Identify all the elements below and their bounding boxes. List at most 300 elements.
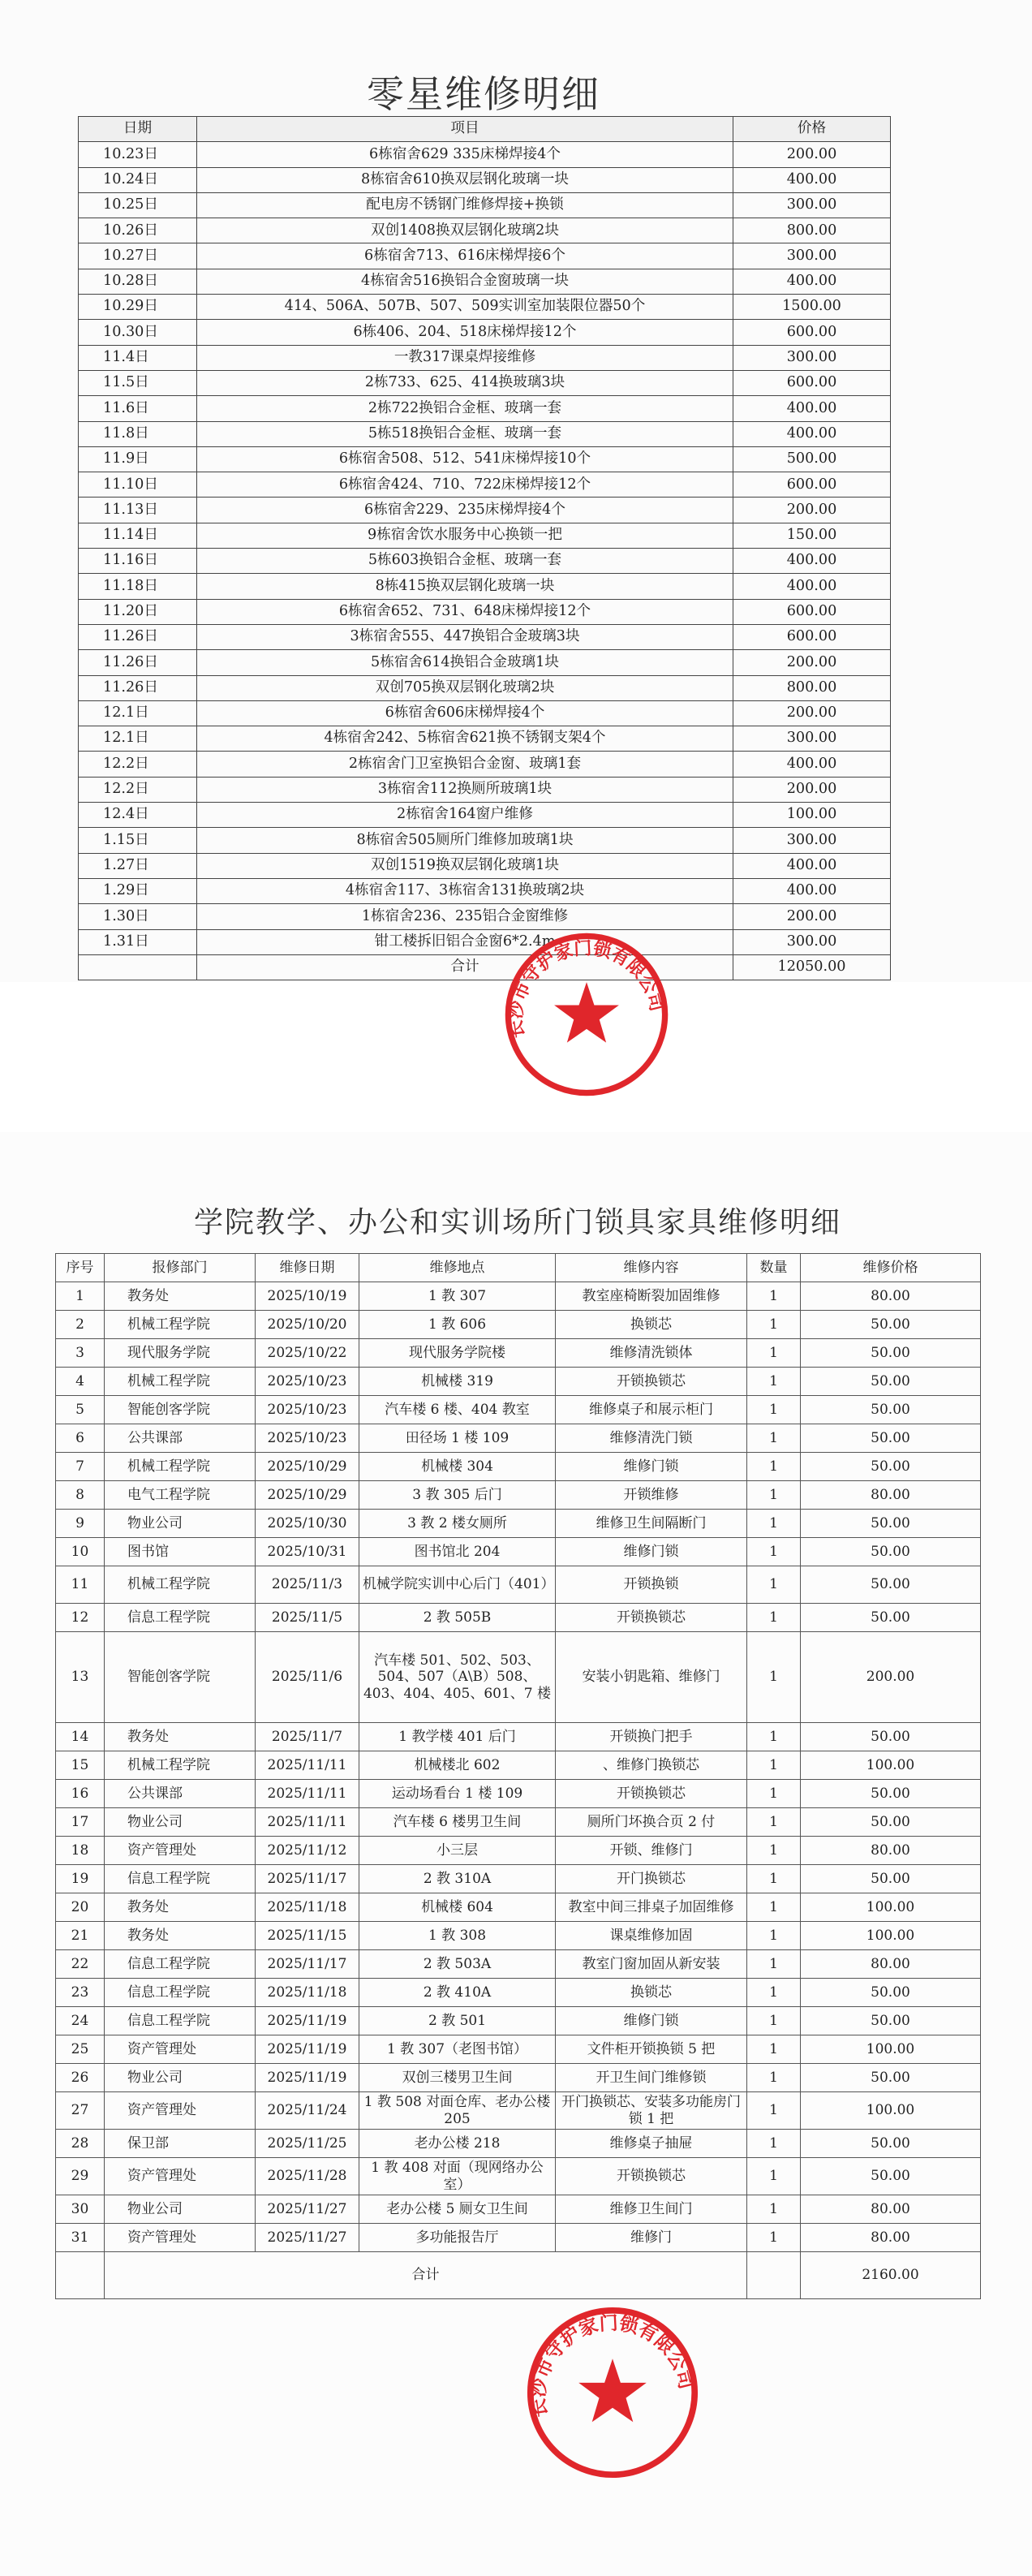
row-price: 50.00 [801, 2007, 981, 2035]
row-date: 12.1日 [79, 726, 197, 752]
row-qty: 1 [747, 1723, 801, 1751]
row-location: 机械楼 319 [359, 1368, 556, 1396]
row-qty: 1 [747, 1922, 801, 1950]
row-content: 开门换锁芯 [556, 1865, 747, 1893]
row-price: 300.00 [733, 929, 891, 954]
row-date: 2025/11/7 [256, 1723, 359, 1751]
sheet1-total-row [79, 954, 891, 980]
row-no: 4 [56, 1368, 105, 1396]
total-spacer [747, 2252, 801, 2299]
total-spacer [79, 954, 197, 980]
row-dept: 公共课部 [105, 1424, 256, 1453]
row-item: 4栋宿舍117、3栋宿舍131换玻璃2块 [197, 878, 733, 903]
row-price: 50.00 [801, 1566, 981, 1604]
row-date: 2025/11/17 [256, 1865, 359, 1893]
row-date: 2025/11/17 [256, 1950, 359, 1979]
header-item: 项目 [197, 117, 733, 142]
row-location: 1 教 408 对面（现网络办公室） [359, 2158, 556, 2195]
row-content: 维修门锁 [556, 2007, 747, 2035]
svg-text:长沙市守护家门锁有限公司: 长沙市守护家门锁有限公司 [527, 2312, 697, 2419]
sheet2-table-body [56, 1282, 981, 2252]
row-location: 1 教 308 [359, 1922, 556, 1950]
row-dept: 资产管理处 [105, 2092, 256, 2130]
row-item: 4栋宿舍516换铝合金窗玻璃一块 [197, 269, 733, 294]
table-row [79, 853, 891, 878]
table-row [56, 1282, 981, 1311]
row-dept: 现代服务学院 [105, 1339, 256, 1368]
row-content: 维修门锁 [556, 1538, 747, 1566]
row-dept: 电气工程学院 [105, 1481, 256, 1510]
row-qty: 1 [747, 1837, 801, 1865]
table-row [56, 1780, 981, 1808]
row-dept: 教务处 [105, 1723, 256, 1751]
header-date: 日期 [79, 117, 197, 142]
row-date: 11.4日 [79, 345, 197, 370]
row-location: 现代服务学院楼 [359, 1339, 556, 1368]
row-date: 11.18日 [79, 574, 197, 599]
row-content: 课桌维修加固 [556, 1922, 747, 1950]
row-price: 150.00 [733, 523, 891, 548]
row-content: 维修清洗锁体 [556, 1339, 747, 1368]
row-price: 400.00 [733, 853, 891, 878]
row-price: 200.00 [733, 700, 891, 726]
row-date: 12.4日 [79, 803, 197, 828]
table-row [56, 1311, 981, 1339]
total-label: 合计 [197, 954, 733, 980]
table-row [56, 2035, 981, 2064]
row-price: 50.00 [801, 1453, 981, 1481]
header-no: 序号 [56, 1254, 105, 1282]
row-dept: 机械工程学院 [105, 1311, 256, 1339]
row-item: 414、506A、507B、507、509实训室加装限位器50个 [197, 295, 733, 320]
row-price: 300.00 [733, 243, 891, 269]
table-row [79, 904, 891, 929]
row-date: 12.2日 [79, 777, 197, 802]
row-dept: 资产管理处 [105, 2158, 256, 2195]
row-dept: 图书馆 [105, 1538, 256, 1566]
row-qty: 1 [747, 2035, 801, 2064]
row-no: 12 [56, 1604, 105, 1632]
row-date: 11.16日 [79, 549, 197, 574]
row-content: 维修卫生间隔断门 [556, 1510, 747, 1538]
row-price: 50.00 [801, 1979, 981, 2007]
row-dept: 信息工程学院 [105, 1865, 256, 1893]
row-qty: 1 [747, 1396, 801, 1424]
row-date: 2025/11/3 [256, 1566, 359, 1604]
row-no: 27 [56, 2092, 105, 2130]
row-date: 11.26日 [79, 650, 197, 675]
row-price: 80.00 [801, 2195, 981, 2224]
table-row [56, 1632, 981, 1723]
table-row [79, 803, 891, 828]
sheet2-table [55, 1253, 981, 2299]
row-date: 2025/10/19 [256, 1282, 359, 1311]
row-content: 开锁换锁 [556, 1566, 747, 1604]
row-location: 2 教 501 [359, 2007, 556, 2035]
row-dept: 智能创客学院 [105, 1396, 256, 1424]
row-item: 双创1408换双层钢化玻璃2块 [197, 218, 733, 243]
row-no: 11 [56, 1566, 105, 1604]
row-price: 80.00 [801, 1950, 981, 1979]
company-seal [501, 929, 672, 1100]
row-date: 10.25日 [79, 192, 197, 218]
table-row [79, 472, 891, 498]
table-row [79, 650, 891, 675]
row-date: 2025/11/11 [256, 1808, 359, 1837]
row-date: 2025/11/28 [256, 2158, 359, 2195]
row-price: 100.00 [733, 803, 891, 828]
row-content: 开锁换锁芯 [556, 1368, 747, 1396]
total-value: 12050.00 [733, 954, 891, 980]
row-content: 换锁芯 [556, 1979, 747, 2007]
header-price: 维修价格 [801, 1254, 981, 1282]
row-item: 5栋603换铝合金框、玻璃一套 [197, 549, 733, 574]
row-price: 600.00 [733, 599, 891, 624]
row-location: 图书馆北 204 [359, 1538, 556, 1566]
table-row [79, 218, 891, 243]
table-row [79, 828, 891, 853]
row-price: 50.00 [801, 1424, 981, 1453]
row-location: 1 教学楼 401 后门 [359, 1723, 556, 1751]
row-price: 50.00 [801, 1396, 981, 1424]
row-date: 1.29日 [79, 878, 197, 903]
row-price: 800.00 [733, 218, 891, 243]
row-dept: 机械工程学院 [105, 1368, 256, 1396]
row-price: 50.00 [801, 1538, 981, 1566]
row-qty: 1 [747, 1780, 801, 1808]
table-row [79, 269, 891, 294]
row-dept: 物业公司 [105, 1510, 256, 1538]
row-date: 10.24日 [79, 167, 197, 192]
row-price: 400.00 [733, 574, 891, 599]
sheet1-header-row [79, 117, 891, 142]
table-row [56, 2007, 981, 2035]
header-date: 维修日期 [256, 1254, 359, 1282]
row-location: 1 教 307 [359, 1282, 556, 1311]
table-row [79, 345, 891, 370]
row-qty: 1 [747, 1632, 801, 1723]
row-date: 10.28日 [79, 269, 197, 294]
row-date: 12.1日 [79, 700, 197, 726]
row-content: 维修清洗门锁 [556, 1424, 747, 1453]
table-row [79, 320, 891, 345]
row-content: 维修门 [556, 2224, 747, 2252]
row-item: 9栋宿舍饮水服务中心换锁一把 [197, 523, 733, 548]
row-dept: 保卫部 [105, 2130, 256, 2158]
row-dept: 机械工程学院 [105, 1566, 256, 1604]
sheet2-header-row [56, 1254, 981, 1282]
table-row [79, 243, 891, 269]
row-date: 2025/11/27 [256, 2195, 359, 2224]
row-date: 2025/11/5 [256, 1604, 359, 1632]
row-price: 50.00 [801, 1339, 981, 1368]
row-qty: 1 [747, 1339, 801, 1368]
row-price: 400.00 [733, 396, 891, 421]
row-location: 机械学院实训中心后门（401） [359, 1566, 556, 1604]
row-dept: 资产管理处 [105, 2035, 256, 2064]
row-price: 400.00 [733, 421, 891, 446]
row-no: 2 [56, 1311, 105, 1339]
row-date: 2025/11/18 [256, 1979, 359, 2007]
row-qty: 1 [747, 2158, 801, 2195]
row-content: 文件柜开锁换锁 5 把 [556, 2035, 747, 2064]
row-qty: 1 [747, 1604, 801, 1632]
total-value: 2160.00 [801, 2252, 981, 2299]
row-content: 开锁换门把手 [556, 1723, 747, 1751]
table-row [56, 1510, 981, 1538]
row-date: 1.15日 [79, 828, 197, 853]
row-no: 22 [56, 1950, 105, 1979]
row-item: 5栋宿舍614换铝合金玻璃1块 [197, 650, 733, 675]
table-row [79, 574, 891, 599]
row-price: 200.00 [733, 650, 891, 675]
row-no: 6 [56, 1424, 105, 1453]
row-item: 6栋宿舍508、512、541床梯焊接10个 [197, 446, 733, 472]
row-price: 200.00 [733, 904, 891, 929]
row-location: 2 教 503A [359, 1950, 556, 1979]
row-dept: 信息工程学院 [105, 1979, 256, 2007]
row-date: 11.20日 [79, 599, 197, 624]
row-dept: 智能创客学院 [105, 1632, 256, 1723]
table-row [79, 624, 891, 649]
row-item: 双创705换双层钢化玻璃2块 [197, 675, 733, 700]
row-dept: 教务处 [105, 1922, 256, 1950]
row-qty: 1 [747, 1979, 801, 2007]
row-item: 双创1519换双层钢化玻璃1块 [197, 853, 733, 878]
row-content: 维修卫生间门 [556, 2195, 747, 2224]
row-price: 200.00 [733, 142, 891, 167]
row-price: 50.00 [801, 2064, 981, 2092]
row-date: 10.23日 [79, 142, 197, 167]
row-item: 2栋722换铝合金框、玻璃一套 [197, 396, 733, 421]
row-item: 6栋406、204、518床梯焊接12个 [197, 320, 733, 345]
row-date: 2025/11/11 [256, 1751, 359, 1780]
row-date: 2025/11/12 [256, 1837, 359, 1865]
row-qty: 1 [747, 2224, 801, 2252]
row-content: 教室座椅断裂加固维修 [556, 1282, 747, 1311]
table-row [56, 1979, 981, 2007]
row-qty: 1 [747, 2130, 801, 2158]
row-no: 26 [56, 2064, 105, 2092]
row-date: 11.9日 [79, 446, 197, 472]
row-location: 2 教 505B [359, 1604, 556, 1632]
table-row [79, 549, 891, 574]
row-qty: 1 [747, 1282, 801, 1311]
row-date: 11.10日 [79, 472, 197, 498]
row-date: 11.26日 [79, 624, 197, 649]
row-no: 5 [56, 1396, 105, 1424]
row-date: 11.13日 [79, 498, 197, 523]
row-qty: 1 [747, 1453, 801, 1481]
row-price: 300.00 [733, 726, 891, 752]
table-row [79, 675, 891, 700]
table-row [56, 2064, 981, 2092]
table-row [56, 1566, 981, 1604]
row-location: 机械楼北 602 [359, 1751, 556, 1780]
row-dept: 教务处 [105, 1893, 256, 1922]
table-row [56, 1837, 981, 1865]
row-dept: 教务处 [105, 1282, 256, 1311]
row-content: 维修门锁 [556, 1453, 747, 1481]
row-date: 2025/11/25 [256, 2130, 359, 2158]
row-location: 2 教 410A [359, 1979, 556, 2007]
row-no: 9 [56, 1510, 105, 1538]
sheet2-total-row [56, 2252, 981, 2299]
table-row [56, 2130, 981, 2158]
row-price: 800.00 [733, 675, 891, 700]
row-location: 小三层 [359, 1837, 556, 1865]
row-price: 100.00 [801, 2092, 981, 2130]
row-dept: 信息工程学院 [105, 1604, 256, 1632]
sheet2-title: 学院教学、办公和实训场所门锁具家具维修明细 [193, 1206, 841, 1239]
row-item: 2栋733、625、414换玻璃3块 [197, 370, 733, 395]
row-date: 2025/11/27 [256, 2224, 359, 2252]
row-date: 11.14日 [79, 523, 197, 548]
row-no: 29 [56, 2158, 105, 2195]
row-no: 14 [56, 1723, 105, 1751]
row-dept: 物业公司 [105, 2064, 256, 2092]
row-price: 300.00 [733, 345, 891, 370]
sheet1-table [78, 116, 891, 980]
table-row [56, 2092, 981, 2130]
row-dept: 公共课部 [105, 1780, 256, 1808]
row-dept: 资产管理处 [105, 2224, 256, 2252]
row-no: 30 [56, 2195, 105, 2224]
row-location: 3 教 305 后门 [359, 1481, 556, 1510]
row-price: 100.00 [801, 1893, 981, 1922]
row-item: 8栋宿舍610换双层钢化玻璃一块 [197, 167, 733, 192]
row-item: 6栋宿舍606床梯焊接4个 [197, 700, 733, 726]
row-no: 7 [56, 1453, 105, 1481]
row-location: 汽车楼 501、502、503、504、507（A\B）508、403、404、405、601、7 楼 [359, 1632, 556, 1723]
row-date: 2025/11/6 [256, 1632, 359, 1723]
table-row [56, 1893, 981, 1922]
row-no: 28 [56, 2130, 105, 2158]
table-row [56, 1424, 981, 1453]
row-price: 80.00 [801, 2224, 981, 2252]
header-content: 维修内容 [556, 1254, 747, 1282]
table-row [79, 752, 891, 777]
header-location: 维修地点 [359, 1254, 556, 1282]
table-row [56, 1453, 981, 1481]
row-date: 2025/11/18 [256, 1893, 359, 1922]
sheet1-table-body [79, 142, 891, 955]
row-item: 3栋宿舍555、447换铝合金玻璃3块 [197, 624, 733, 649]
row-no: 18 [56, 1837, 105, 1865]
row-content: 开卫生间门维修锁 [556, 2064, 747, 2092]
row-date: 2025/10/29 [256, 1453, 359, 1481]
row-location: 运动场看台 1 楼 109 [359, 1780, 556, 1808]
row-price: 400.00 [733, 878, 891, 903]
row-content: 维修桌子抽屉 [556, 2130, 747, 2158]
row-item: 钳工楼拆旧铝合金窗6*2.4m [197, 929, 733, 954]
row-qty: 1 [747, 1808, 801, 1837]
row-date: 2025/10/20 [256, 1311, 359, 1339]
row-date: 10.30日 [79, 320, 197, 345]
row-dept: 信息工程学院 [105, 2007, 256, 2035]
row-price: 100.00 [801, 1922, 981, 1950]
row-date: 2025/11/19 [256, 2064, 359, 2092]
row-location: 3 教 2 楼女厕所 [359, 1510, 556, 1538]
row-date: 2025/11/24 [256, 2092, 359, 2130]
row-item: 6栋宿舍424、710、722床梯焊接12个 [197, 472, 733, 498]
table-row [56, 1950, 981, 1979]
table-row [56, 2195, 981, 2224]
row-date: 2025/10/23 [256, 1396, 359, 1424]
row-no: 1 [56, 1282, 105, 1311]
row-no: 17 [56, 1808, 105, 1837]
row-date: 2025/10/31 [256, 1538, 359, 1566]
row-content: 换锁芯 [556, 1311, 747, 1339]
row-dept: 机械工程学院 [105, 1751, 256, 1780]
row-item: 8栋宿舍505厕所门维修加玻璃1块 [197, 828, 733, 853]
repair-sheet-1 [0, 0, 1032, 1040]
table-row [79, 929, 891, 954]
row-item: 8栋415换双层钢化玻璃一块 [197, 574, 733, 599]
row-price: 1500.00 [733, 295, 891, 320]
row-no: 21 [56, 1922, 105, 1950]
table-row [56, 1396, 981, 1424]
row-no: 15 [56, 1751, 105, 1780]
row-price: 600.00 [733, 624, 891, 649]
row-qty: 1 [747, 2092, 801, 2130]
row-price: 80.00 [801, 1837, 981, 1865]
row-item: 6栋宿舍713、616床梯焊接6个 [197, 243, 733, 269]
row-price: 600.00 [733, 320, 891, 345]
row-date: 11.8日 [79, 421, 197, 446]
row-price: 50.00 [801, 1311, 981, 1339]
row-qty: 1 [747, 2007, 801, 2035]
header-qty: 数量 [747, 1254, 801, 1282]
row-content: 开锁换锁芯 [556, 2158, 747, 2195]
row-price: 50.00 [801, 2130, 981, 2158]
row-location: 1 教 606 [359, 1311, 556, 1339]
row-no: 24 [56, 2007, 105, 2035]
table-row [79, 700, 891, 726]
header-dept: 报修部门 [105, 1254, 256, 1282]
row-date: 2025/11/15 [256, 1922, 359, 1950]
row-price: 600.00 [733, 370, 891, 395]
row-content: 厕所门坏换合页 2 付 [556, 1808, 747, 1837]
table-row [79, 167, 891, 192]
row-qty: 1 [747, 2064, 801, 2092]
row-price: 50.00 [801, 1604, 981, 1632]
row-price: 100.00 [801, 2035, 981, 2064]
row-date: 2025/10/29 [256, 1481, 359, 1510]
row-price: 200.00 [733, 498, 891, 523]
row-date: 2025/11/11 [256, 1780, 359, 1808]
row-location: 机械楼 604 [359, 1893, 556, 1922]
row-content: 教室门窗加固从新安装 [556, 1950, 747, 1979]
row-qty: 1 [747, 1368, 801, 1396]
row-date: 10.27日 [79, 243, 197, 269]
row-no: 3 [56, 1339, 105, 1368]
row-price: 80.00 [801, 1282, 981, 1311]
row-no: 20 [56, 1893, 105, 1922]
row-price: 50.00 [801, 1368, 981, 1396]
row-price: 400.00 [733, 752, 891, 777]
row-price: 100.00 [801, 1751, 981, 1780]
row-date: 2025/10/30 [256, 1510, 359, 1538]
row-qty: 1 [747, 1311, 801, 1339]
row-no: 10 [56, 1538, 105, 1566]
row-location: 多功能报告厅 [359, 2224, 556, 2252]
table-row [56, 2158, 981, 2195]
row-date: 2025/10/22 [256, 1339, 359, 1368]
row-price: 500.00 [733, 446, 891, 472]
row-no: 19 [56, 1865, 105, 1893]
row-qty: 1 [747, 1893, 801, 1922]
